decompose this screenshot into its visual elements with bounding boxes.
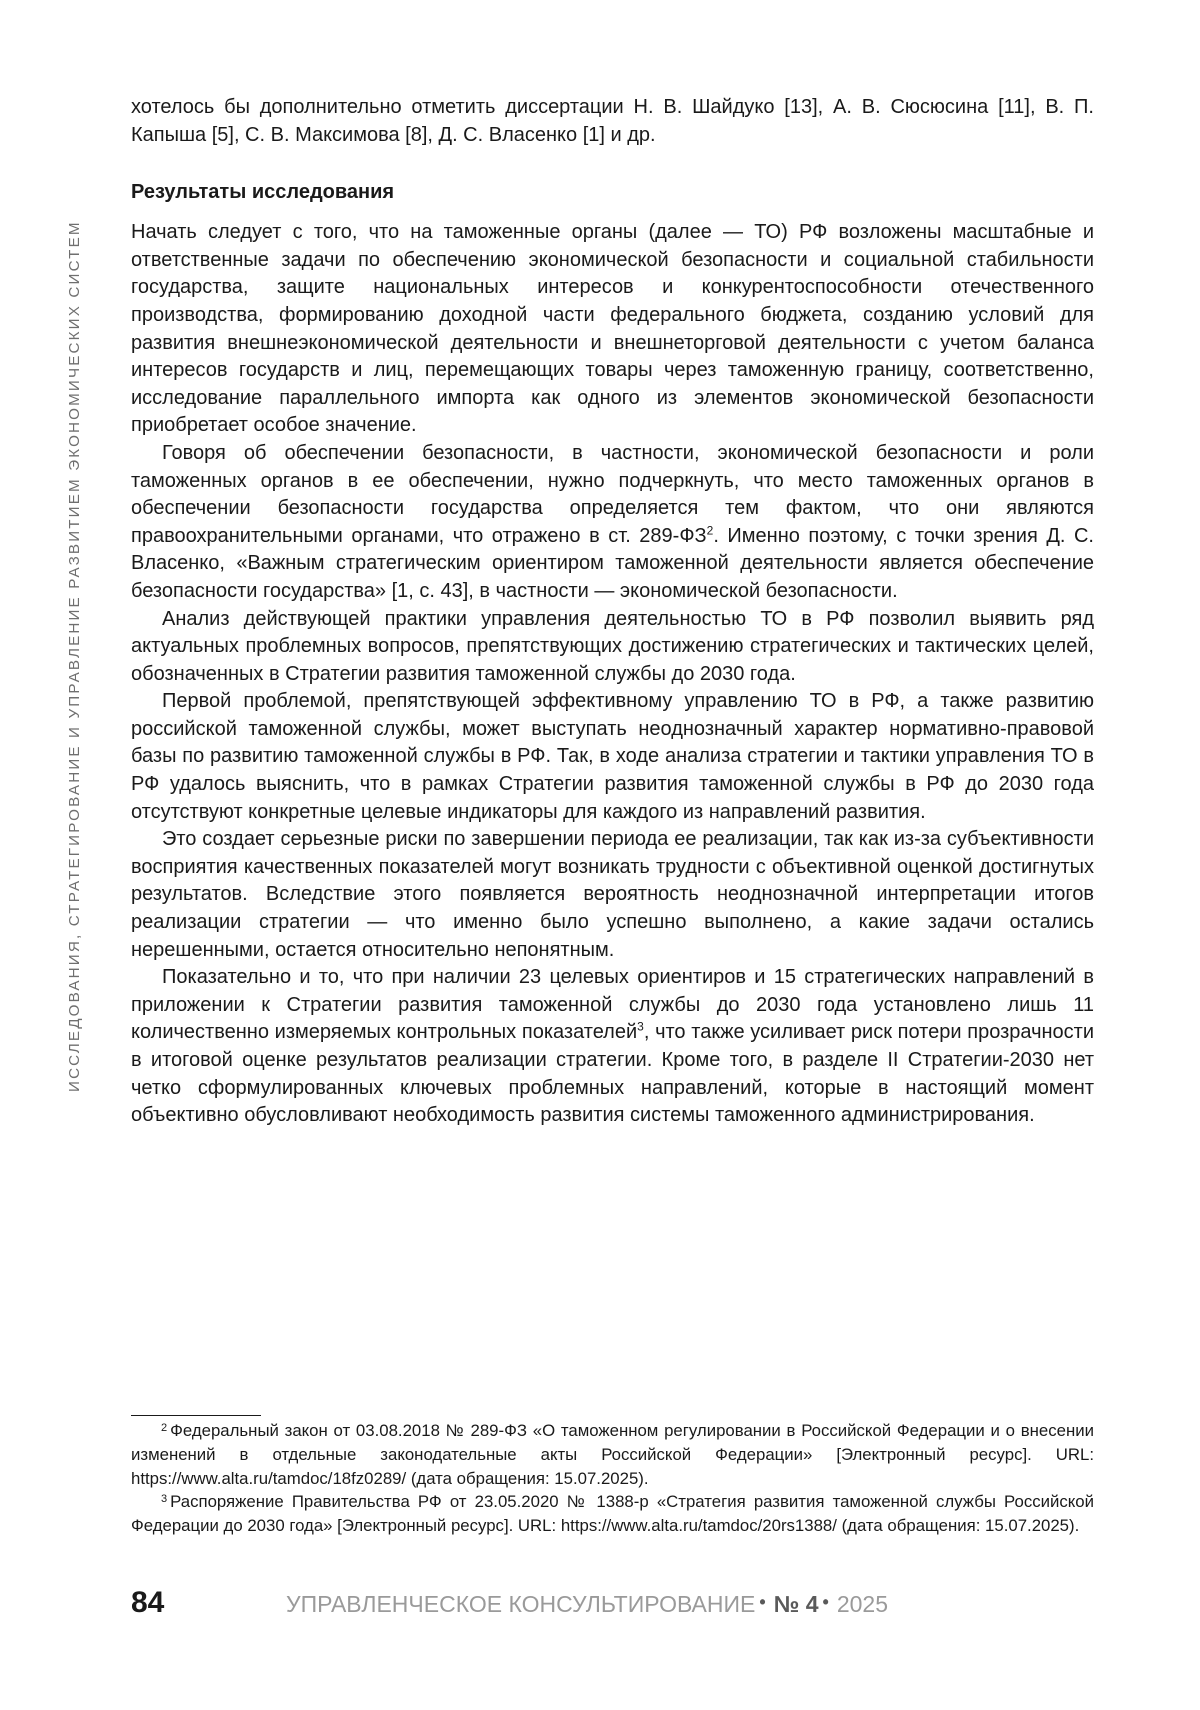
- issue-year: 2025: [836, 1591, 889, 1617]
- footnote-ref-3[interactable]: 3: [637, 1019, 644, 1034]
- footnote-number: 2: [161, 1422, 168, 1434]
- paragraph-6-text-a: Показательно и то, что при наличии 23 целевых ориентиров и 15 стратегических направлений в приложении к Стратегии развития таможенной службы до 2030 года установлено лишь 11 количественно измеряемых контрольных показателей: [131, 966, 1094, 1044]
- paragraph-2-text-a: Говоря об обеспечении безопасности, в частности, экономической безопасности и роли таможенных органов в ее обеспечении, нужно подчеркнуть, что место таможенных органов в обеспечении безопасности государства определяется тем фактом, что они являются правоохранительными органами, что отражено в ст. 289-ФЗ: [131, 441, 1094, 547]
- paragraph-5: Это создает серьезные риски по завершении периода ее реализации, так как из-за субъективности восприятия качественных показателей могут возникать трудности с объективной оценкой достигнутых результатов. Вследствие этого появляется вероятность неоднозначной интерпретации итогов реализации стратегии — что именно было успешно выполнено, а какие задачи остались нерешенными, остается относительно непонятным.: [131, 828, 1094, 961]
- footnote-text: Федеральный закон от 03.08.2018 № 289-ФЗ «О таможенном регулировании в Российской Федерации и о внесении изменений в отдельные законодательные акты Российской Федерации» [Электронный ресурс]. URL: https://www.alta.ru/tamdoc/18fz0289/ (дата обращения: 15.07.2025).: [131, 1421, 1094, 1488]
- paragraph-3: Анализ действующей практики управления деятельностью ТО в РФ позволил выявить ряд актуальных проблемных вопросов, препятствующих достижению стратегических и тактических целей, обозначенных в Стратегии развития таможенной службы до 2030 года.: [131, 607, 1094, 685]
- journal-name: УПРАВЛЕНЧЕСКОЕ КОНСУЛЬТИРОВАНИЕ: [286, 1591, 756, 1617]
- separator-dot: •: [822, 1592, 829, 1612]
- running-title: ИССЛЕДОВАНИЯ, СТРАТЕГИРОВАНИЕ И УПРАВЛЕНИЕ РАЗВИТИЕМ ЭКОНОМИЧЕСКИХ СИСТЕМ: [66, 220, 83, 1092]
- paragraph-2-text-b: . Именно поэтому, с точки зрения Д. С. Власенко, «Важным стратегическим ориентиром таможенной деятельности является обеспечение безопасности государства» [1, с. 43], в частности — экономической безопасности.: [131, 524, 1094, 602]
- page-footer: [131, 1585, 1094, 1625]
- footnote-ref-2[interactable]: 2: [706, 523, 714, 538]
- article-body: [131, 94, 1094, 1130]
- footnote-3: [131, 1490, 1094, 1538]
- issue-number: № 4: [773, 1591, 819, 1617]
- paragraph-2: [131, 440, 1094, 606]
- journal-info: [286, 1589, 888, 1621]
- paragraph-1: Начать следует с того, что на таможенные органы (далее — ТО) РФ возложены масштабные и ответственные задачи по обеспечению экономической безопасности и социальной стабильности государства, защите национальных интересов и конкурентоспособности отечественного производства, формированию доходной части федерального бюджета, созданию условий для развития внешнеэкономической деятельности и внешнеторговой деятельности с учетом баланса интересов государств и лиц, перемещающих товары через таможенную границу, соответственно, исследование параллельного импорта как одного из элементов экономической безопасности приобретает особое значение.: [131, 221, 1094, 437]
- footnote-2: [131, 1419, 1094, 1490]
- paragraph-4: Первой проблемой, препятствующей эффективному управлению ТО в РФ, а также развитию российской таможенной службы, может выступать неоднозначный характер нормативно-правовой базы по развитию таможенной службы в РФ. Так, в ходе анализа стратегии и тактики управления ТО в РФ удалось выяснить, что в рамках Стратегии развития таможенной службы в РФ до 2030 года отсутствуют конкретные целевые индикаторы для каждого из направлений развития.: [131, 690, 1094, 823]
- paragraph-6-text-b: , что также усиливает риск потери прозрачности в итоговой оценке результатов реализации стратегии. Кроме того, в разделе II Стратегии-2030 нет четко сформулированных ключевых проблемных направлений, которые в настоящий момент объективно обусловливают необходимость развития системы таможенного администрирования.: [131, 1021, 1094, 1127]
- page-number: 84: [131, 1586, 165, 1619]
- footnotes: [131, 1419, 1094, 1538]
- footnote-text: Распоряжение Правительства РФ от 23.05.2020 № 1388-р «Стратегия развития таможенной службы Российской Федерации до 2030 года» [Электронный ресурс]. URL: https://www.alta.ru/tamdoc/20rs1388/ (дата обращения: 15.07.2025).: [131, 1492, 1094, 1536]
- section-heading: Результаты исследования: [131, 181, 395, 204]
- paragraph-6: [131, 964, 1094, 1130]
- footnote-number: 3: [161, 1493, 168, 1506]
- intro-paragraph: хотелось бы дополнительно отметить диссертации Н. В. Шайдуко [13], А. В. Сюсюсина [11], В. П. Капыша [5], С. В. Максимова [8], Д. С. Власенко [1] и др.: [131, 96, 1094, 146]
- separator-dot: •: [759, 1592, 766, 1612]
- footnote-divider: [131, 1415, 261, 1416]
